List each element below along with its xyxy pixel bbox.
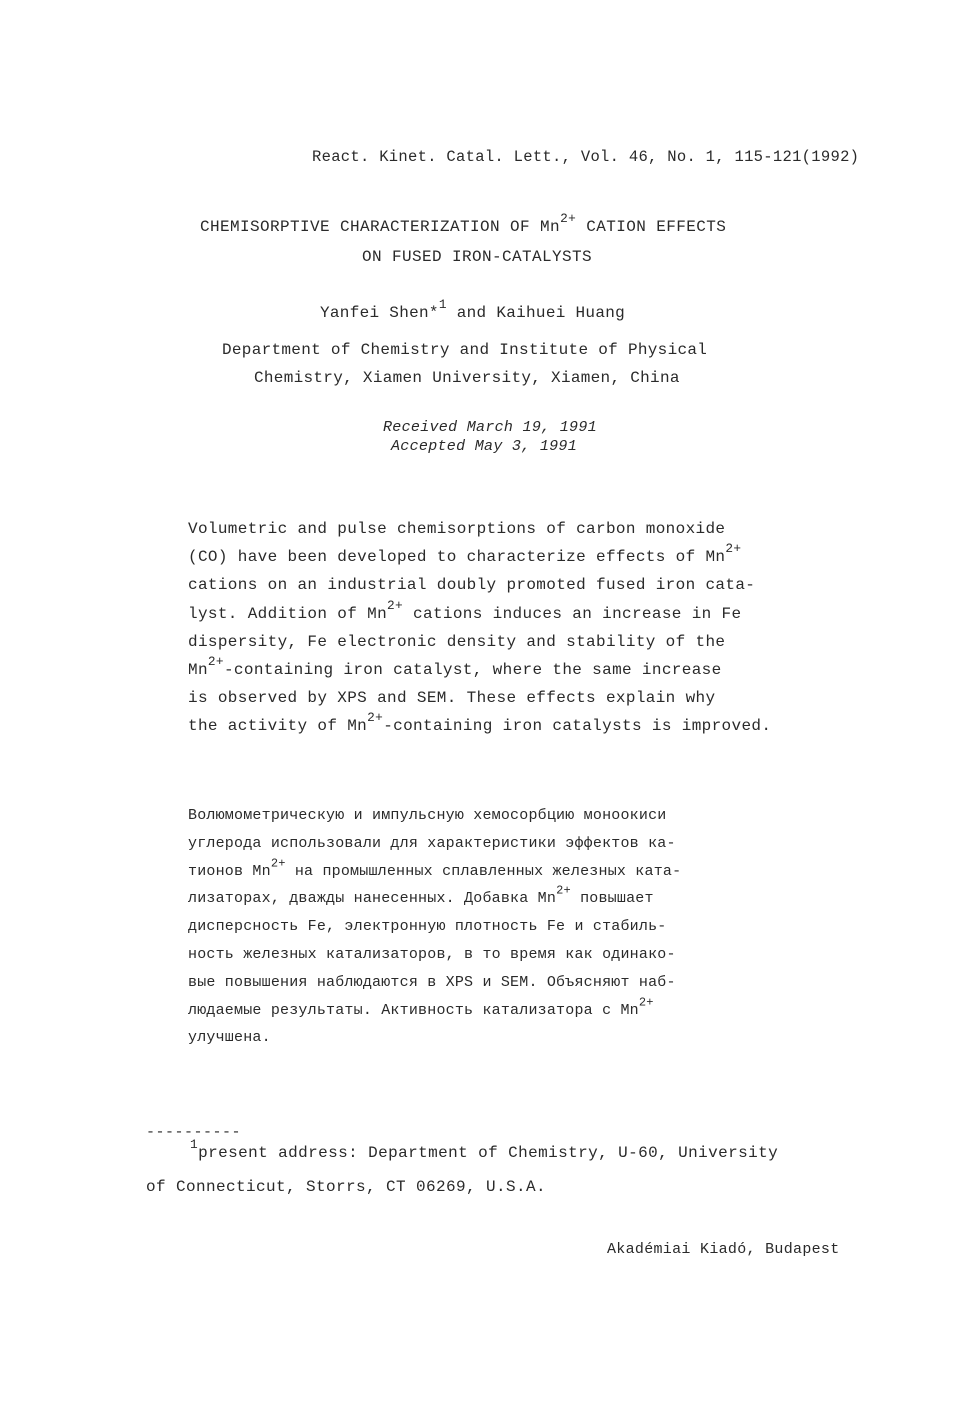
publisher-imprint: Akadémiai Kiadó, Budapest	[607, 1241, 840, 1258]
superscript: 2+	[560, 211, 577, 227]
affiliation-line-2: Chemistry, Xiamen University, Xiamen, China	[254, 369, 680, 387]
paper-title-line-2: ON FUSED IRON-CATALYSTS	[362, 248, 593, 266]
footnote-marker: 1	[190, 1137, 199, 1153]
abstract-line: cations on an industrial doubly promoted fused iron cata-	[188, 576, 756, 595]
superscript: 2+	[725, 541, 742, 557]
abstract-line: is observed by XPS and SEM. These effects explain why	[188, 689, 716, 708]
affiliation-line-1: Department of Chemistry and Institute of Physical	[222, 341, 708, 359]
accepted-date: Accepted May 3, 1991	[391, 438, 578, 455]
author-list	[320, 297, 626, 322]
abstract-line: углерода использовали для характеристики эффектов ка-	[188, 834, 676, 852]
abstract-line	[188, 997, 681, 1025]
abstract-line: Volumetric and pulse chemisorptions of carbon monoxide	[188, 520, 726, 538]
footnote-marker: 1	[438, 297, 447, 313]
abstract-text: Mn	[188, 660, 208, 679]
abstract-text: тионов Mn	[188, 862, 271, 880]
title-text: CHEMISORPTIVE CHARACTERIZATION OF Mn	[200, 218, 561, 236]
abstract-text: повышает	[570, 890, 654, 908]
footnote-separator: ----------	[146, 1124, 242, 1141]
abstract-line	[188, 712, 771, 740]
title-text: CATION EFFECTS	[576, 218, 727, 236]
footnote-line-1	[190, 1137, 779, 1162]
superscript: 2+	[387, 597, 404, 613]
abstract-line: вые повышения наблюдаются в XPS и SEM. Объясняют наб-	[188, 973, 676, 991]
abstract-russian	[188, 802, 681, 1052]
abstract-text: the activity of Mn	[188, 717, 368, 736]
abstract-line: Волюмометрическую и импульсную хемосорбцию моноокиси	[188, 807, 667, 824]
abstract-text: на промышленных сплавленных железных ката-	[285, 862, 682, 880]
abstract-line	[188, 597, 771, 628]
abstract-line: улучшена.	[188, 1029, 271, 1047]
abstract-english	[188, 515, 771, 741]
paper-title-line-1	[200, 211, 727, 236]
abstract-line	[188, 543, 771, 571]
superscript: 2+	[367, 710, 384, 726]
journal-reference: React. Kinet. Catal. Lett., Vol. 46, No. 1, 115-121(1992)	[312, 148, 860, 166]
abstract-text: -containing iron catalysts is improved.	[383, 717, 772, 736]
abstract-line	[188, 858, 681, 886]
abstract-line: ность железных катализаторов, в то время как одинако-	[188, 945, 676, 963]
abstract-text: лизаторах, дважды нанесенных. Добавка Mn	[188, 890, 557, 908]
abstract-text: cations induces an increase in Fe	[403, 604, 742, 623]
abstract-text: lyst. Addition of Mn	[188, 604, 388, 623]
superscript: 2+	[556, 884, 571, 898]
footnote-line-2: of Connecticut, Storrs, CT 06269, U.S.A.	[146, 1178, 547, 1196]
abstract-line: дисперсность Fe, электронную плотность Fe и стабиль-	[188, 918, 667, 936]
received-date: Received March 19, 1991	[383, 419, 597, 436]
abstract-line: dispersity, Fe electronic density and stability of the	[188, 632, 726, 651]
author-name: and Kaihuei Huang	[446, 304, 626, 322]
abstract-text: людаемые результаты. Активность катализатора с Mn	[188, 1001, 639, 1019]
footnote-text: present address: Department of Chemistry, U-60, University	[198, 1144, 779, 1162]
superscript: 2+	[207, 653, 224, 669]
abstract-text: (CO) have been developed to characterize effects of Mn	[188, 548, 726, 567]
abstract-line	[188, 885, 681, 913]
superscript: 2+	[270, 856, 286, 871]
superscript: 2+	[638, 995, 654, 1010]
author-name: Yanfei Shen*	[320, 304, 439, 322]
abstract-text: -containing iron catalyst, where the same increase	[223, 660, 722, 679]
abstract-line	[188, 653, 771, 684]
